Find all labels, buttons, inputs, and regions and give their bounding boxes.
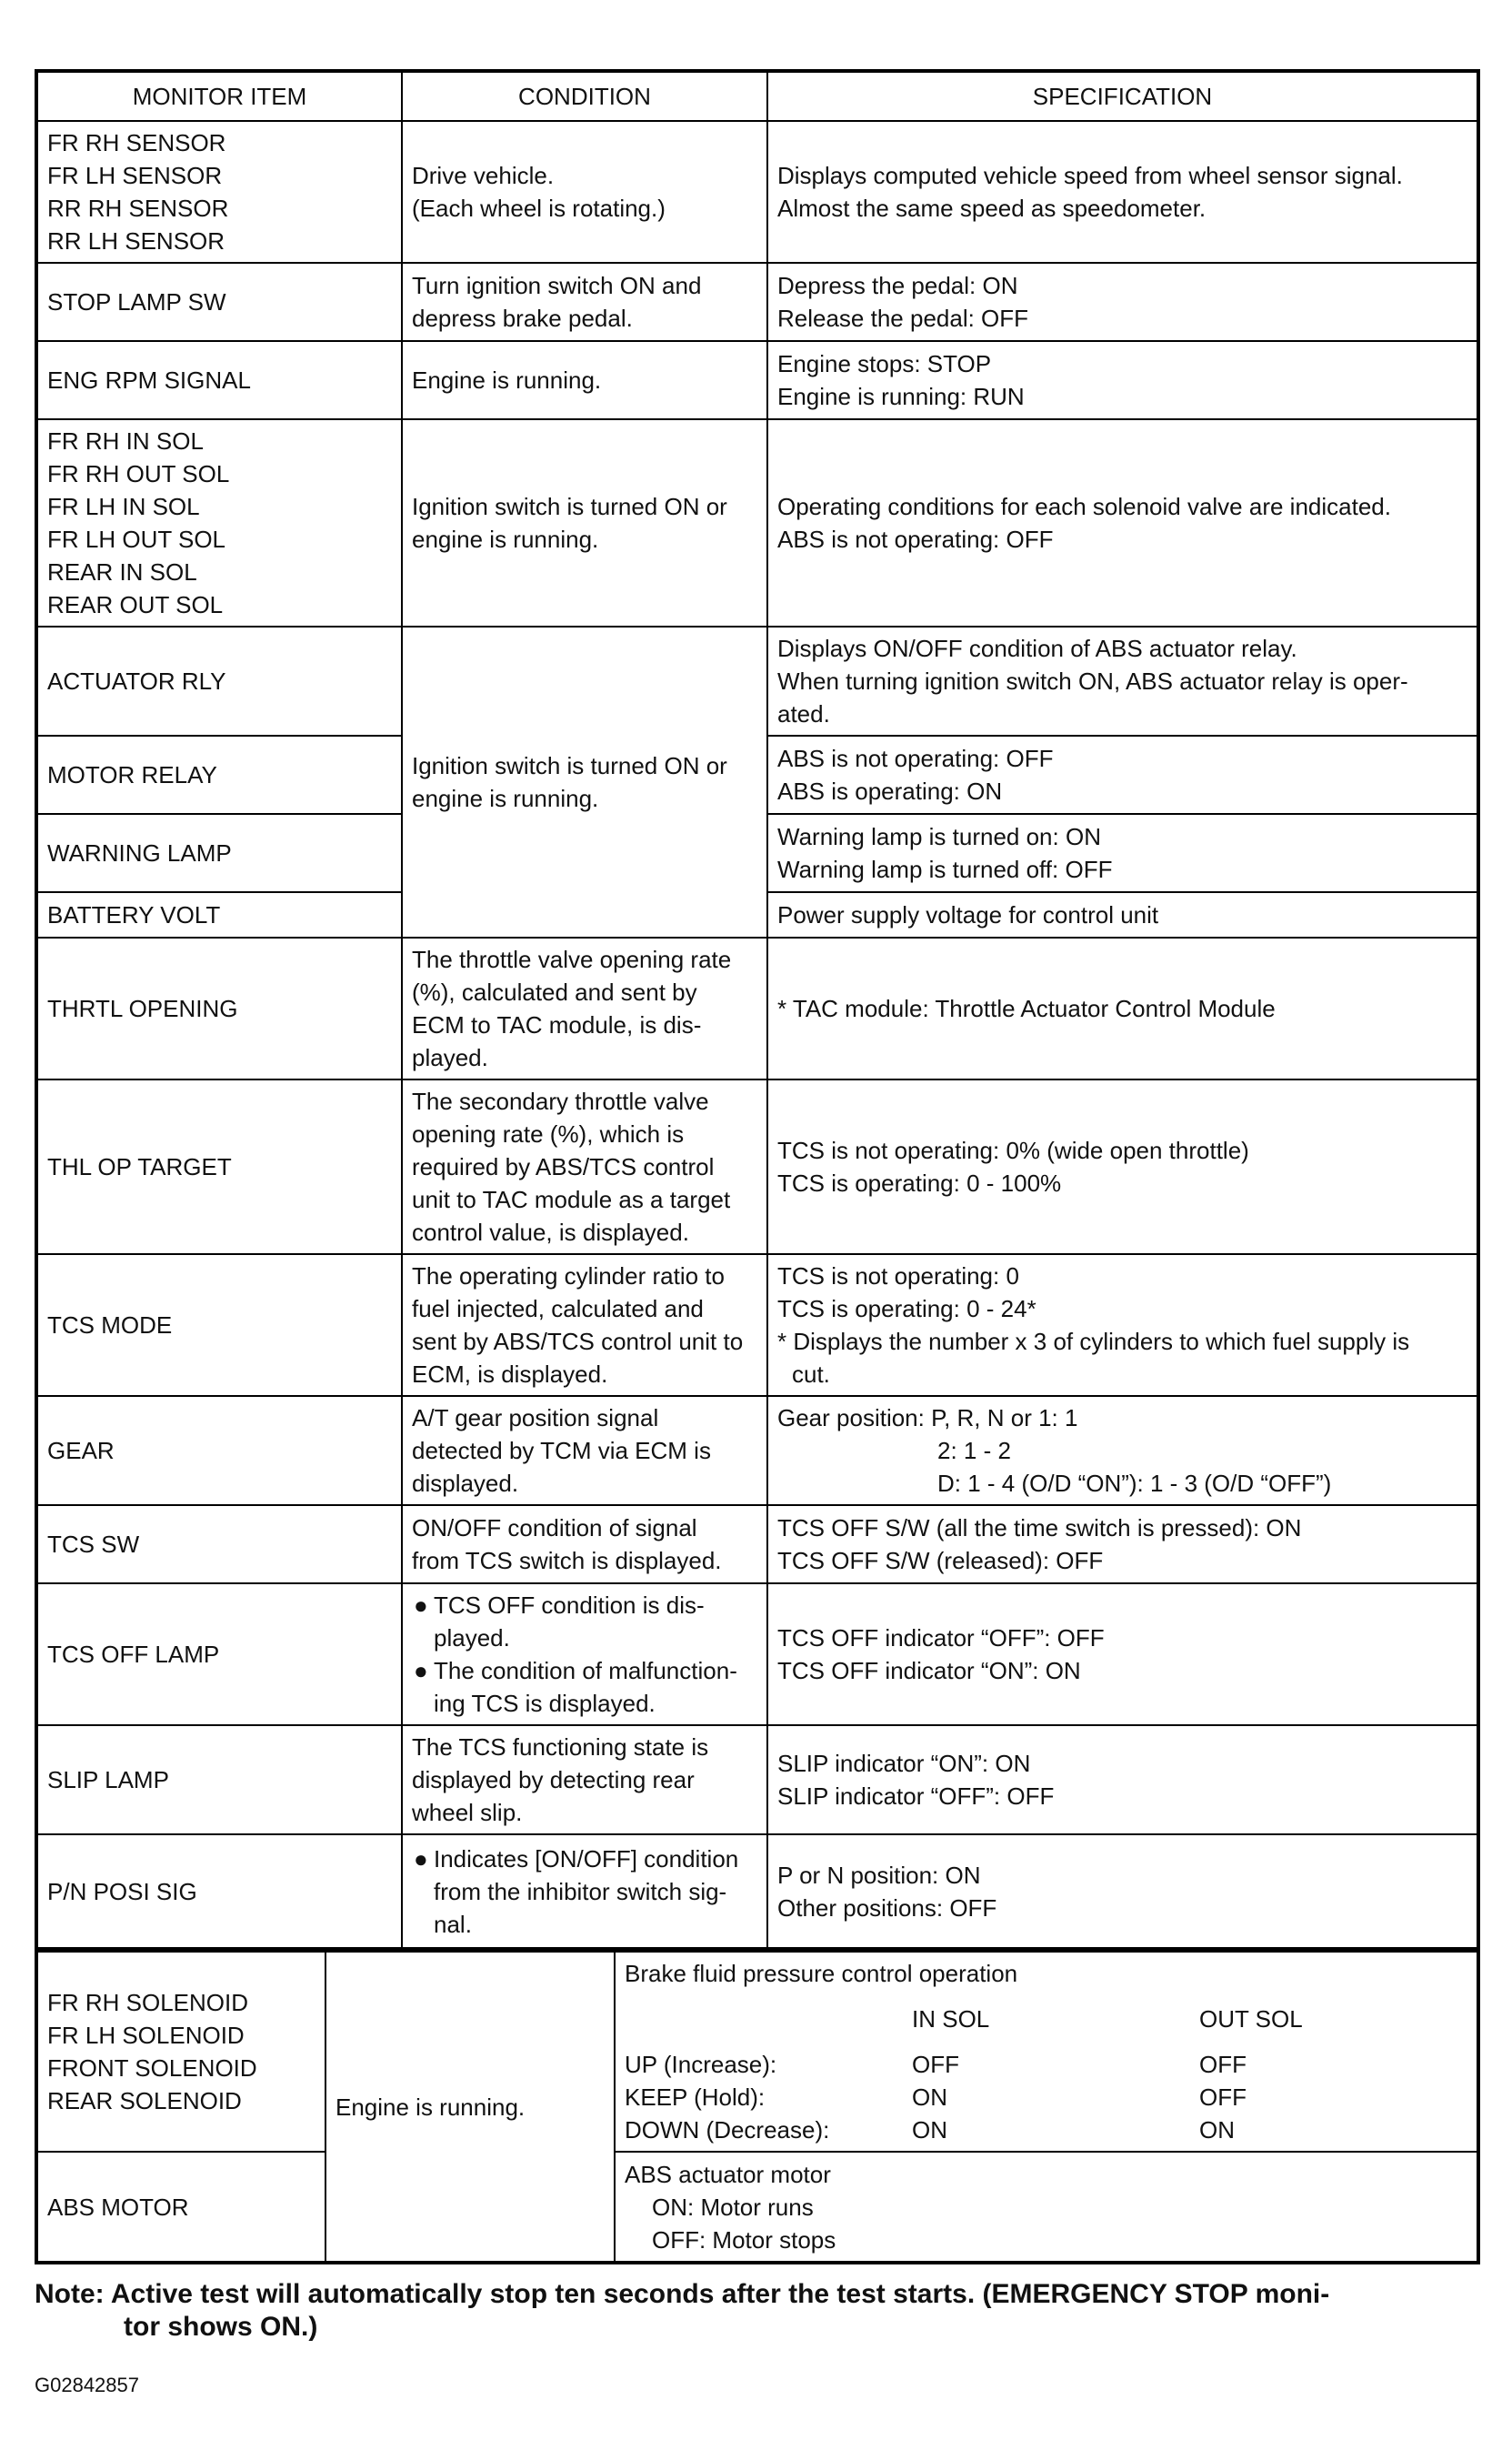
spec-text: ABS is not operating: OFF xyxy=(777,745,1054,772)
condition-text: detected by TCM via ECM is xyxy=(412,1437,711,1464)
condition-text: unit to TAC module as a target xyxy=(412,1186,731,1213)
condition-text: Turn ignition switch ON and xyxy=(412,272,702,299)
active-test-table xyxy=(35,1951,1480,2264)
valve-title: Brake fluid pressure control operation xyxy=(625,1960,1018,1987)
spec-text: Depress the pedal: ON xyxy=(777,272,1018,299)
header-monitor-item: MONITOR ITEM xyxy=(36,71,402,121)
valve-col-in: IN SOL xyxy=(912,2005,990,2033)
valve-in-value: OFF xyxy=(912,2051,959,2078)
condition-cell xyxy=(402,1396,767,1505)
condition-text: ECM, is displayed. xyxy=(412,1361,608,1388)
condition-cell xyxy=(402,1725,767,1834)
valve-row xyxy=(625,2081,1467,2114)
spec-text: P or N position: ON xyxy=(777,1861,981,1889)
spec-text: TCS is operating: 0 - 100% xyxy=(777,1170,1062,1197)
monitor-item: FR LH SENSOR xyxy=(47,162,223,189)
specification-cell xyxy=(767,1396,1478,1505)
condition-cell xyxy=(402,1834,767,1949)
valve-out-value: OFF xyxy=(1199,2084,1247,2111)
bullet-icon: ● xyxy=(414,1657,428,1684)
monitor-item: BATTERY VOLT xyxy=(36,892,402,938)
monitor-item: MOTOR RELAY xyxy=(36,736,402,814)
condition-text: (%), calculated and sent by xyxy=(412,979,697,1006)
spec-text: Gear position: P, R, N or 1: 1 xyxy=(777,1404,1078,1431)
spec-text: Other positions: OFF xyxy=(777,1893,997,1922)
spec-text: SLIP indicator “OFF”: OFF xyxy=(777,1782,1055,1810)
valve-out-value: OFF xyxy=(1199,2051,1247,2078)
monitor-item: THL OP TARGET xyxy=(36,1079,402,1254)
condition-text: control value, is displayed. xyxy=(412,1219,689,1246)
figure-code: G02842857 xyxy=(35,2374,139,2396)
monitor-item: GEAR xyxy=(36,1396,402,1505)
valve-row xyxy=(625,2114,1467,2146)
document xyxy=(35,69,1477,2264)
valve-out-value: ON xyxy=(1199,2116,1235,2144)
table-row xyxy=(36,341,1478,419)
table-row xyxy=(36,419,1478,627)
list-item xyxy=(412,1843,757,1941)
specification-cell xyxy=(767,1079,1478,1254)
condition-text: Ignition switch is turned ON or xyxy=(412,752,727,779)
condition-text: The throttle valve opening rate xyxy=(412,946,732,973)
specification-cell xyxy=(767,1834,1478,1949)
condition-text: fuel injected, calculated and xyxy=(412,1295,704,1322)
spec-text: D: 1 - 4 (O/D “ON”): 1 - 3 (O/D “OFF”) xyxy=(937,1470,1332,1497)
spec-text: * TAC module: Throttle Actuator Control Module xyxy=(767,938,1478,1079)
monitor-item: REAR IN SOL xyxy=(47,558,197,586)
monitor-item: TCS MODE xyxy=(36,1254,402,1396)
specification-cell xyxy=(767,1725,1478,1834)
condition-text: TCS OFF condition is dis- played. xyxy=(434,1591,705,1652)
table-row xyxy=(36,1505,1478,1583)
monitor-item: FR LH IN SOL xyxy=(47,493,200,520)
monitor-item: FR RH SOLENOID xyxy=(47,1989,249,2016)
spec-text: Power supply voltage for control unit xyxy=(767,892,1478,938)
condition-text: Ignition switch is turned ON or xyxy=(412,493,727,520)
spec-text: 2: 1 - 2 xyxy=(937,1437,1011,1464)
monitor-item: FR RH OUT SOL xyxy=(47,460,230,487)
list-item xyxy=(412,1589,757,1654)
spec-text: OFF: Motor stops xyxy=(652,2225,836,2254)
list-item xyxy=(412,1654,757,1720)
spec-text: When turning ignition switch ON, ABS actuator relay is oper- xyxy=(777,668,1408,695)
monitor-item: ABS MOTOR xyxy=(36,2152,325,2263)
condition-text: played. xyxy=(412,1044,488,1071)
table-row xyxy=(36,1834,1478,1949)
condition-text: The TCS functioning state is xyxy=(412,1733,709,1761)
condition-cell xyxy=(402,1254,767,1396)
condition-text: engine is running. xyxy=(412,526,599,553)
spec-text: ABS is not operating: OFF xyxy=(777,526,1054,553)
specification-cell xyxy=(767,627,1478,736)
table-row xyxy=(36,1079,1478,1254)
condition-text: wheel slip. xyxy=(412,1799,523,1826)
valve-op-label: UP (Increase): xyxy=(625,2051,777,2078)
condition-text: Engine is running. xyxy=(402,341,767,419)
condition-bullets xyxy=(412,1589,757,1720)
spec-text: ABS actuator motor xyxy=(625,2160,831,2188)
specification-cell xyxy=(767,341,1478,419)
table-header-row xyxy=(36,71,1478,121)
spec-text: TCS is not operating: 0% (wide open throttle) xyxy=(777,1137,1249,1164)
condition-text: required by ABS/TCS control xyxy=(412,1153,715,1180)
condition-cell xyxy=(402,1079,767,1254)
monitor-item: STOP LAMP SW xyxy=(36,263,402,341)
monitor-item: ACTUATOR RLY xyxy=(36,627,402,736)
spec-text: Release the pedal: OFF xyxy=(777,305,1029,332)
condition-cell xyxy=(402,627,767,938)
specification-cell xyxy=(767,1505,1478,1583)
spec-text: TCS OFF S/W (released): OFF xyxy=(777,1547,1104,1574)
specification-cell xyxy=(767,419,1478,627)
spec-text: ABS is operating: ON xyxy=(777,778,1003,805)
monitor-item: FRONT SOLENOID xyxy=(47,2054,257,2082)
spec-text: * Displays the number x 3 of cylinders to which fuel supply is xyxy=(777,1328,1410,1355)
condition-text: engine is running. xyxy=(412,785,599,812)
condition-text: A/T gear position signal xyxy=(412,1404,659,1431)
table-row xyxy=(36,1725,1478,1834)
bullet-icon: ● xyxy=(414,1844,428,1873)
note-text-continued: tor shows ON.) xyxy=(124,2312,318,2342)
spec-text: Operating conditions for each solenoid valve are indicated. xyxy=(777,493,1391,520)
condition-text: opening rate (%), which is xyxy=(412,1120,685,1148)
monitor-item: REAR OUT SOL xyxy=(47,591,224,618)
specification-cell xyxy=(767,263,1478,341)
valve-operation-table xyxy=(625,1990,1467,2146)
table-row xyxy=(36,1254,1478,1396)
valve-op-label: KEEP (Hold): xyxy=(625,2084,766,2111)
monitor-item-cell xyxy=(36,419,402,627)
condition-cell xyxy=(402,121,767,263)
condition-cell xyxy=(402,263,767,341)
spec-text: TCS OFF S/W (all the time switch is pressed): ON xyxy=(777,1514,1302,1541)
condition-text: from TCS switch is displayed. xyxy=(412,1547,722,1574)
condition-text: The condition of malfunction- ing TCS is displayed. xyxy=(434,1657,737,1717)
condition-text: The secondary throttle valve xyxy=(412,1088,709,1115)
specification-cell xyxy=(767,1583,1478,1725)
monitor-item: FR RH IN SOL xyxy=(47,427,204,455)
monitor-item: FR RH SENSOR xyxy=(47,129,226,156)
header-specification: SPECIFICATION xyxy=(767,71,1478,121)
condition-text: Indicates [ON/OFF] condition from the inhibitor switch sig- nal. xyxy=(434,1844,739,1938)
table-row xyxy=(36,121,1478,263)
condition-text: Engine is running. xyxy=(325,1952,615,2263)
monitor-item: TCS OFF LAMP xyxy=(36,1583,402,1725)
spec-text: ON: Motor runs xyxy=(652,2193,814,2221)
valve-col-out: OUT SOL xyxy=(1199,2005,1303,2033)
monitor-item: FR LH SOLENOID xyxy=(47,2022,245,2049)
spec-text: TCS OFF indicator “ON”: ON xyxy=(777,1657,1081,1684)
condition-cell xyxy=(402,1583,767,1725)
valve-header-row xyxy=(625,2003,1467,2035)
condition-text: displayed. xyxy=(412,1470,519,1497)
specification-cell xyxy=(767,1254,1478,1396)
valve-in-value: ON xyxy=(912,2084,947,2111)
table-row xyxy=(36,2152,1478,2263)
monitor-item: REAR SOLENOID xyxy=(47,2087,242,2114)
note-text: Active test will automatically stop ten seconds after the test starts. (EMERGENCY STOP moni- xyxy=(110,2279,1330,2309)
table-row xyxy=(36,1396,1478,1505)
condition-text: depress brake pedal. xyxy=(412,305,633,332)
specification-cell xyxy=(615,1952,1478,2152)
condition-cell xyxy=(402,419,767,627)
table-row xyxy=(36,938,1478,1079)
bullet-icon: ● xyxy=(414,1591,428,1619)
spec-text: TCS is not operating: 0 xyxy=(777,1262,1019,1290)
note xyxy=(35,2278,1477,2344)
spec-text: Warning lamp is turned on: ON xyxy=(777,823,1101,850)
spec-text: Displays ON/OFF condition of ABS actuator relay. xyxy=(777,635,1297,662)
monitor-item: P/N POSI SIG xyxy=(36,1834,402,1949)
monitor-item: RR LH SENSOR xyxy=(47,227,225,255)
specification-cell xyxy=(767,121,1478,263)
monitor-item: TCS SW xyxy=(36,1505,402,1583)
condition-text: (Each wheel is rotating.) xyxy=(412,195,666,222)
header-condition: CONDITION xyxy=(402,71,767,121)
monitor-item: RR RH SENSOR xyxy=(47,195,229,222)
note-label: Note: xyxy=(35,2279,105,2309)
condition-text: displayed by detecting rear xyxy=(412,1766,695,1793)
spec-text: cut. xyxy=(792,1361,830,1388)
condition-text: Drive vehicle. xyxy=(412,162,555,189)
spec-text: ated. xyxy=(777,700,830,728)
condition-text: ECM to TAC module, is dis- xyxy=(412,1011,702,1039)
monitor-item-cell xyxy=(36,121,402,263)
spec-text: Almost the same speed as speedometer. xyxy=(777,195,1207,222)
spec-text: Displays computed vehicle speed from wheel sensor signal. xyxy=(777,162,1403,189)
condition-text: ON/OFF condition of signal xyxy=(412,1514,697,1541)
condition-cell xyxy=(402,938,767,1079)
specification-cell xyxy=(767,736,1478,814)
specification-cell xyxy=(615,2152,1478,2263)
monitor-item: WARNING LAMP xyxy=(36,814,402,892)
spec-text: Engine stops: STOP xyxy=(777,350,992,377)
valve-op-label: DOWN (Decrease): xyxy=(625,2116,830,2144)
monitor-item: THRTL OPENING xyxy=(36,938,402,1079)
valve-row xyxy=(625,2048,1467,2081)
spec-text: SLIP indicator “ON”: ON xyxy=(777,1750,1031,1777)
monitor-item: SLIP LAMP xyxy=(36,1725,402,1834)
specification-cell xyxy=(767,814,1478,892)
monitor-item: FR LH OUT SOL xyxy=(47,526,226,553)
monitor-item: ENG RPM SIGNAL xyxy=(36,341,402,419)
condition-text: sent by ABS/TCS control unit to xyxy=(412,1328,744,1355)
spec-text: Engine is running: RUN xyxy=(777,383,1025,410)
spec-text: Warning lamp is turned off: OFF xyxy=(777,856,1113,883)
condition-bullets xyxy=(412,1843,757,1941)
monitor-table xyxy=(35,69,1480,1951)
monitor-item-cell xyxy=(36,1952,325,2152)
spec-text: TCS is operating: 0 - 24* xyxy=(777,1295,1036,1322)
condition-text: The operating cylinder ratio to xyxy=(412,1262,725,1290)
table-row xyxy=(36,1952,1478,2152)
table-row xyxy=(36,1583,1478,1725)
table-row xyxy=(36,263,1478,341)
condition-cell xyxy=(402,1505,767,1583)
spec-text: TCS OFF indicator “OFF”: OFF xyxy=(777,1624,1105,1652)
valve-in-value: ON xyxy=(912,2116,947,2144)
table-row xyxy=(36,627,1478,736)
